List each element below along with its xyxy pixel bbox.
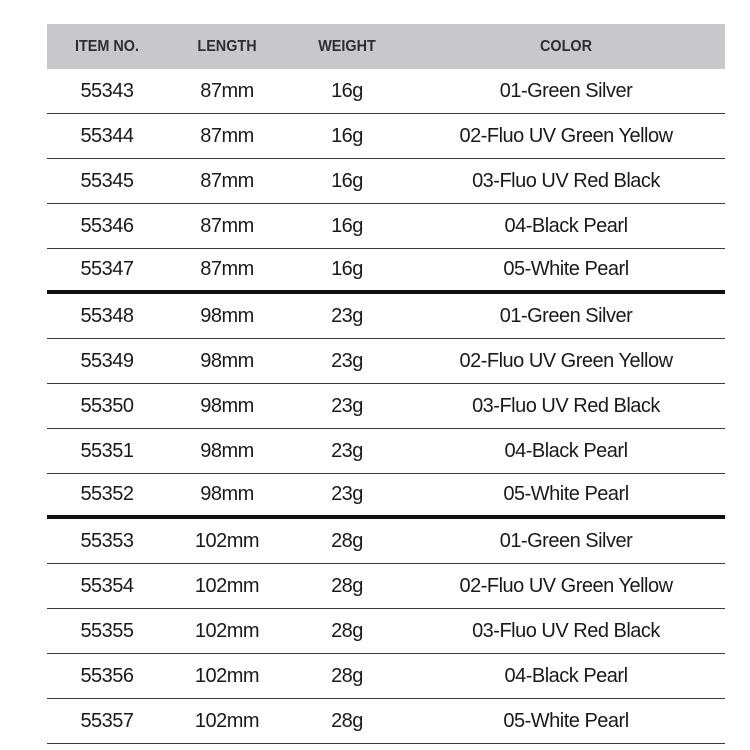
cell-item-no: 55356	[80, 664, 134, 687]
cell-color: 02-Fluo UV Green Yellow	[459, 349, 673, 372]
product-table	[47, 24, 725, 744]
cell-length: 87mm	[200, 79, 254, 102]
table-row	[47, 474, 725, 519]
table-row	[47, 519, 725, 564]
header-weight: WEIGHT	[318, 37, 376, 55]
cell-item-no: 55343	[80, 79, 134, 102]
table-row	[47, 654, 725, 699]
cell-weight: 23g	[331, 394, 363, 417]
cell-weight: 23g	[331, 439, 363, 462]
cell-item-no: 55355	[80, 619, 134, 642]
table-row	[47, 159, 725, 204]
cell-item-no: 55353	[80, 529, 134, 552]
cell-item-no: 55347	[80, 258, 134, 280]
cell-length: 102mm	[194, 574, 260, 597]
table-row	[47, 249, 725, 294]
cell-length: 87mm	[200, 169, 254, 192]
cell-item-no: 55344	[80, 124, 134, 147]
cell-weight: 16g	[331, 258, 363, 280]
cell-color: 05-White Pearl	[503, 258, 629, 280]
table-row	[47, 429, 725, 474]
cell-weight: 23g	[331, 483, 363, 505]
cell-length: 87mm	[200, 124, 254, 147]
cell-weight: 23g	[331, 304, 363, 327]
cell-color: 01-Green Silver	[499, 304, 633, 327]
cell-item-no: 55357	[80, 709, 134, 732]
cell-item-no: 55345	[80, 169, 134, 192]
cell-length: 102mm	[194, 619, 260, 642]
cell-color: 04-Black Pearl	[504, 439, 628, 462]
cell-item-no: 55348	[80, 304, 134, 327]
cell-length: 102mm	[194, 529, 260, 552]
cell-weight: 16g	[331, 124, 363, 147]
header-color: COLOR	[539, 37, 593, 55]
cell-color: 02-Fluo UV Green Yellow	[459, 574, 673, 597]
cell-color: 04-Black Pearl	[504, 664, 628, 687]
cell-color: 02-Fluo UV Green Yellow	[459, 124, 673, 147]
cell-length: 98mm	[200, 439, 254, 462]
cell-length: 87mm	[200, 258, 254, 280]
cell-color: 01-Green Silver	[499, 529, 633, 552]
table-row	[47, 699, 725, 744]
cell-color: 03-Fluo UV Red Black	[472, 169, 660, 192]
cell-color: 05-White Pearl	[503, 709, 629, 732]
cell-weight: 28g	[331, 619, 363, 642]
cell-length: 98mm	[200, 394, 254, 417]
cell-item-no: 55349	[80, 349, 134, 372]
header-length: LENGTH	[197, 37, 257, 55]
cell-item-no: 55350	[80, 394, 134, 417]
cell-item-no: 55346	[80, 214, 134, 237]
cell-color: 05-White Pearl	[503, 483, 629, 505]
cell-length: 98mm	[200, 304, 254, 327]
cell-weight: 28g	[331, 664, 363, 687]
table-row	[47, 384, 725, 429]
cell-weight: 28g	[331, 574, 363, 597]
cell-color: 04-Black Pearl	[504, 214, 628, 237]
table-body	[47, 69, 725, 744]
cell-weight: 16g	[331, 79, 363, 102]
cell-length: 98mm	[200, 349, 254, 372]
cell-weight: 28g	[331, 529, 363, 552]
table-row	[47, 114, 725, 159]
cell-weight: 23g	[331, 349, 363, 372]
cell-weight: 16g	[331, 214, 363, 237]
header-item-no: ITEM NO.	[74, 37, 139, 55]
cell-weight: 16g	[331, 169, 363, 192]
cell-color: 03-Fluo UV Red Black	[472, 394, 660, 417]
cell-item-no: 55354	[80, 574, 134, 597]
cell-length: 98mm	[200, 483, 254, 505]
cell-length: 87mm	[200, 214, 254, 237]
cell-item-no: 55352	[80, 483, 134, 505]
table-row	[47, 69, 725, 114]
table-row	[47, 294, 725, 339]
table-row	[47, 204, 725, 249]
cell-length: 102mm	[194, 664, 260, 687]
table-header	[47, 24, 725, 69]
table-row	[47, 609, 725, 654]
cell-item-no: 55351	[80, 439, 134, 462]
cell-color: 01-Green Silver	[499, 79, 633, 102]
table-row	[47, 564, 725, 609]
cell-weight: 28g	[331, 709, 363, 732]
table-row	[47, 339, 725, 384]
cell-color: 03-Fluo UV Red Black	[472, 619, 660, 642]
cell-length: 102mm	[194, 709, 260, 732]
